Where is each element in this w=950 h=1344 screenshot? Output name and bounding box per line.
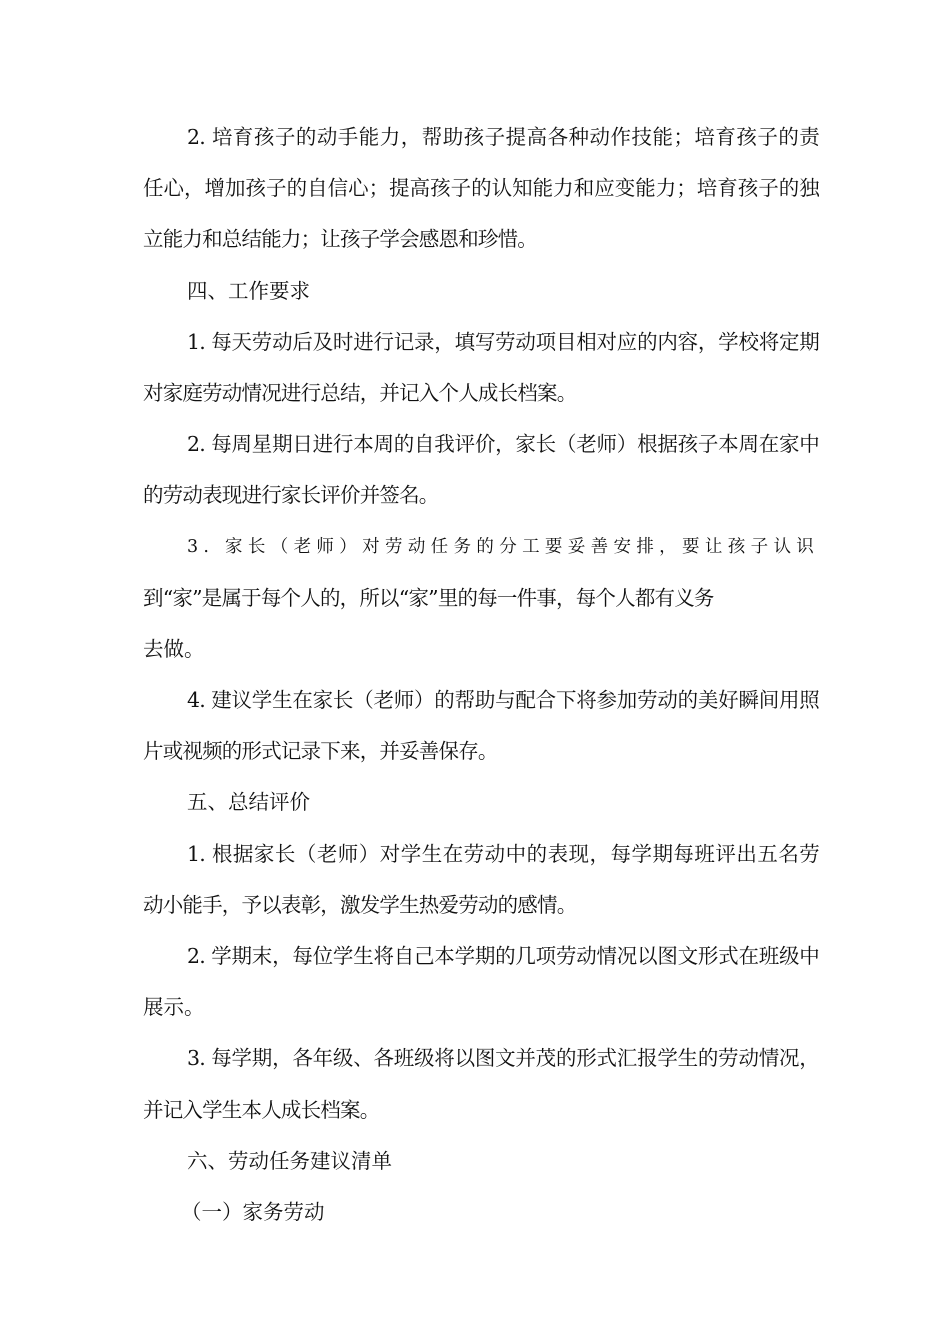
paragraph-line: 1. 根据家长（老师）对学生在劳动中的表现，每学期每班评出五名劳 (187, 841, 819, 866)
paragraph-line: 2. 每周星期日进行本周的自我评价，家长（老师）根据孩子本周在家中 (187, 432, 819, 457)
paragraph-line: 3. 每学期，各年级、各班级将以图文并茂的形式汇报学生的劳动情况， (187, 1046, 819, 1071)
section-heading: 六、劳动任务建议清单 (187, 1148, 392, 1173)
paragraph-line: 的劳动表现进行家长评价并签名。 (143, 483, 439, 508)
paragraph-line: 2. 学期末，每位学生将自己本学期的几项劳动情况以图文形式在班级中 (187, 944, 819, 968)
document-page (143, 112, 819, 1238)
section-heading: 五、总结评价 (187, 790, 310, 815)
paragraph-line: 去做。 (143, 636, 205, 661)
paragraph-line: 动小能手，予以表彰，激发学生热爱劳动的感情。 (143, 892, 577, 917)
paragraph-line: 并记入学生本人成长档案。 (143, 1097, 380, 1122)
paragraph-line: 3. 家长（老师）对劳动任务的分工要妥善安排，要让孩子认识 (187, 536, 819, 557)
paragraph-line: 2. 培育孩子的动手能力，帮助孩子提高各种动作技能；培育孩子的责 (187, 125, 819, 149)
subsection-heading: （一）家务劳动 (181, 1199, 325, 1224)
paragraph-line: 立能力和总结能力；让孩子学会感恩和珍惜。 (143, 227, 537, 252)
paragraph-line: 4. 建议学生在家长（老师）的帮助与配合下将参加劳动的美好瞬间用照 (187, 688, 819, 713)
paragraph-line: 任心，增加孩子的自信心；提高孩子的认知能力和应变能力；培育孩子的独 (143, 176, 819, 201)
paragraph-line: 片或视频的形式记录下来，并妥善保存。 (143, 739, 498, 764)
paragraph-line: 到“家”是属于每个人的，所以“家”里的每一件事，每个人都有义务 (143, 585, 714, 610)
paragraph-line: 1. 每天劳动后及时进行记录，填写劳动项目相对应的内容，学校将定期 (187, 329, 819, 354)
paragraph-line: 展示。 (143, 995, 205, 1020)
paragraph-line: 对家庭劳动情况进行总结，并记入个人成长档案。 (143, 380, 577, 405)
section-heading: 四、工作要求 (187, 278, 310, 303)
